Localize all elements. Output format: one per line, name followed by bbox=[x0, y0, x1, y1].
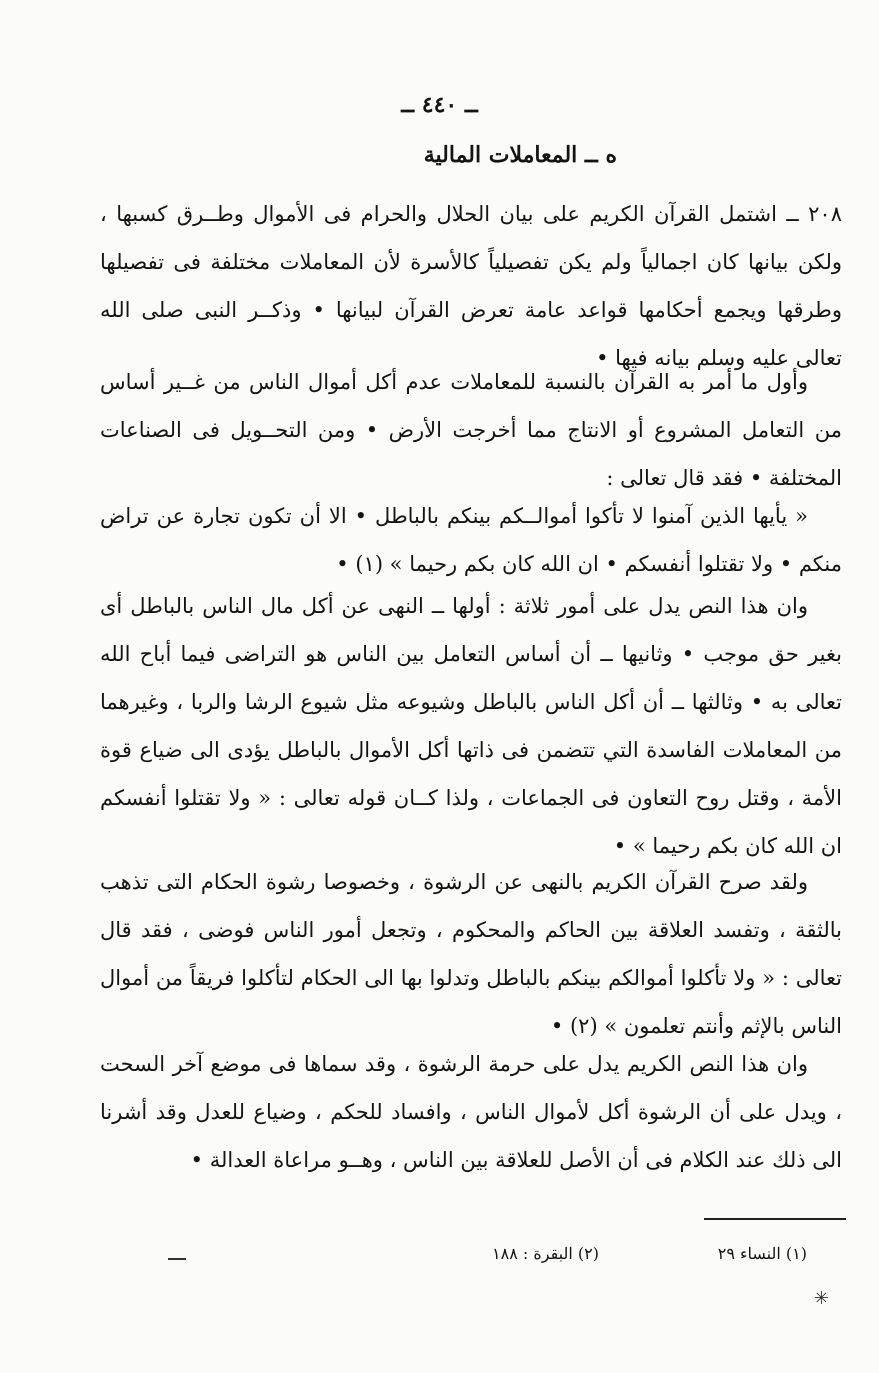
paragraph-text: وان هذا النص يدل على أمور ثلاثة : أولها ــ النهى عن أكل مال الناس بالباطل أى بغير حق موجب • وثانيها ــ أن أساس التعامل بين الناس هو التراضى فيما أباح الله تعالى به • وثالثها ــ أن أكل الناس بالباطل وشيوعه مثل شيوع الرشا والربا ، وغيرهما من المعاملات الفاسدة التي تتضمن فى ذاتها أكل الأموال بالباطل يؤدى الى ضياع قوة الأمة ، وقتل روح التعاون فى الجماعات ، ولذا كــان قوله تعالى : « ولا تقتلوا أنفسكم ان الله كان بكم رحيما » • bbox=[100, 594, 842, 858]
paragraph-three-matters bbox=[100, 582, 842, 870]
paragraph-text: « يأيها الذين آمنوا لا تأكوا أموالــكم بينكم بالباطل • الا أن تكون تجارة عن تراض منكم • ولا تقتلوا أنفسكم • ان الله كان بكم رحيما » (١) • bbox=[100, 504, 842, 576]
paragraph-bribery bbox=[100, 858, 842, 1050]
footnote-divider bbox=[704, 1218, 846, 1220]
paragraph-text: وأول ما أمر به القرآن بالنسبة للمعاملات عدم أكل أموال الناس من غــير أساس من التعامل المشروع أو الانتاج مما أخرجت الأرض • ومن التحــويل فى الصناعات المختلفة • فقد قال تعالى : bbox=[100, 370, 842, 490]
paragraph-bribery-prohibition bbox=[100, 1040, 842, 1184]
paragraph-text: ٢٠٨ ــ اشتمل القرآن الكريم على بيان الحلال والحرام فى الأموال وطــرق كسبها ، ولكن بيانها كان اجمالياً ولم يكن تفصيلياً كالأسرة لأن المعاملات مختلفة فى تفصيلها وطرقها ويجمع أحكامها قواعد عامة تعرض القرآن لبيانها • وذكــر النبى صلى الله تعالى عليه وسلم بيانه فيها • bbox=[100, 202, 842, 370]
paragraph-text: ولقد صرح القرآن الكريم بالنهى عن الرشوة ، وخصوصا رشوة الحكام التى تذهب بالثقة ، وتفسد العلاقة بين الحاكم والمحكوم ، وتجعل أمور الناس فوضى ، فقد قال تعالى : « ولا تأكلوا أموالكم بينكم بالباطل وتدلوا بها الى الحكام لتأكلوا فريقاً من أموال الناس بالإثم وأنتم تعلمون » (٢) • bbox=[100, 870, 842, 1038]
scan-mark-icon: ✳ bbox=[813, 1288, 829, 1309]
page-number: ــ ٤٤٠ ــ bbox=[401, 92, 478, 118]
footnote-dash bbox=[168, 1258, 186, 1260]
footnotes bbox=[0, 1244, 879, 1274]
footnote-1: (١) النساء ٢٩ bbox=[717, 1244, 807, 1263]
footnote-2: (٢) البقرة : ١٨٨ bbox=[492, 1244, 599, 1263]
paragraph-208 bbox=[100, 190, 842, 382]
paragraph-first-command bbox=[100, 358, 842, 502]
section-title: ه ــ المعاملات المالية bbox=[423, 142, 617, 168]
paragraph-text: وان هذا النص الكريم يدل على حرمة الرشوة ، وقد سماها فى موضع آخر السحت ، ويدل على أن الرشوة أكل لأموال الناس ، وافساد للحكم ، وضياع للعدل وقد أشرنا الى ذلك عند الكلام فى أن الأصل للعلاقة بين الناس ، وهــو مراعاة العدالة • bbox=[100, 1052, 842, 1172]
quran-quote-nisa bbox=[100, 492, 842, 588]
